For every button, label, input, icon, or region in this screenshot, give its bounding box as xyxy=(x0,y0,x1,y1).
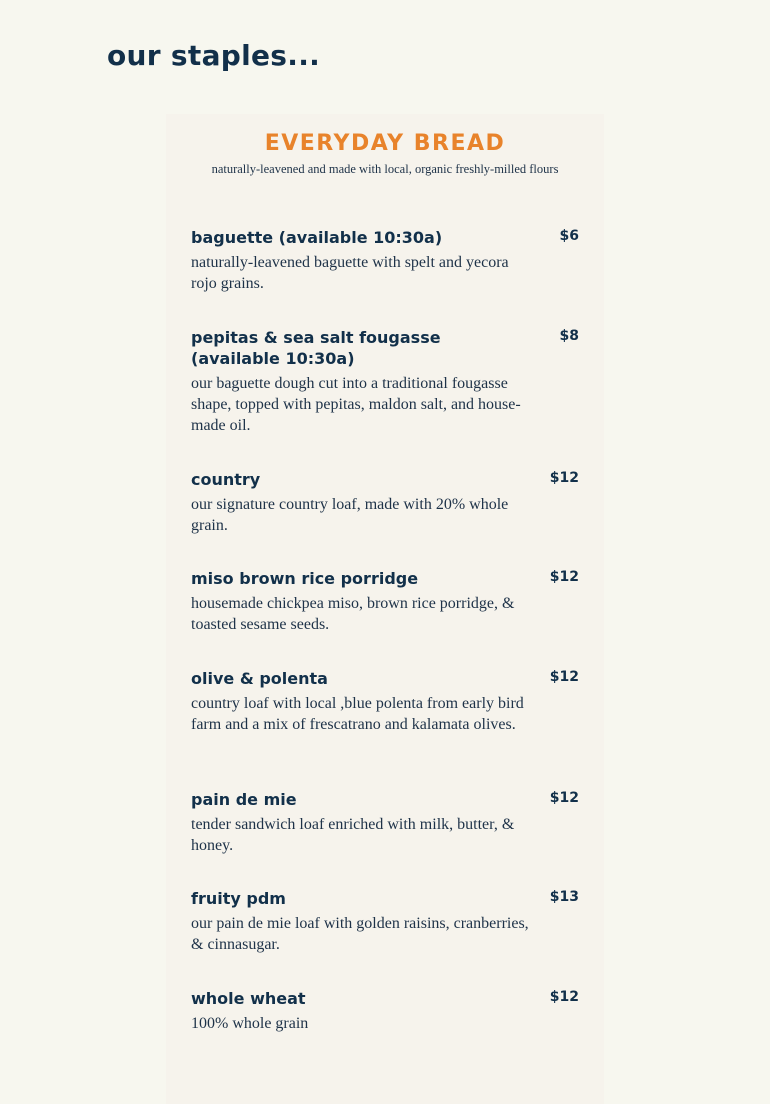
item-price: $12 xyxy=(549,989,579,1005)
menu-item-fougasse xyxy=(191,327,581,436)
item-name: pepitas & sea salt fougasse (available 10:30a) xyxy=(191,328,441,368)
item-description: our signature country loaf, made with 20% whole grain. xyxy=(191,496,509,534)
item-price: $12 xyxy=(549,790,579,806)
menu-item-pain-de-mie xyxy=(191,789,581,856)
menu-item-olive-polenta xyxy=(191,668,581,735)
item-name: fruity pdm xyxy=(191,889,286,908)
item-price: $12 xyxy=(549,669,579,685)
item-name: miso brown rice porridge xyxy=(191,569,419,588)
item-price: $6 xyxy=(559,228,579,244)
item-description: naturally-leavened baguette with spelt and yecora rojo grains. xyxy=(191,254,509,292)
item-description: tender sandwich loaf enriched with milk, butter, & honey. xyxy=(191,816,515,854)
item-name: baguette (available 10:30a) xyxy=(191,228,443,247)
section-title: EVERYDAY BREAD xyxy=(264,131,506,156)
item-name: whole wheat xyxy=(191,989,306,1008)
item-description: country loaf with local ,blue polenta from early bird farm and a mix of frescatrano and kalamata olives. xyxy=(191,695,524,733)
menu-item-fruity-pdm xyxy=(191,888,581,955)
item-name: olive & polenta xyxy=(191,669,328,688)
item-price: $12 xyxy=(549,470,579,486)
menu-item-whole-wheat xyxy=(191,988,581,1034)
item-price: $13 xyxy=(549,889,579,905)
page-heading: our staples... xyxy=(107,39,321,72)
item-name: pain de mie xyxy=(191,790,297,809)
item-price: $12 xyxy=(549,569,579,585)
item-name: country xyxy=(191,470,261,489)
item-price: $8 xyxy=(559,328,579,344)
item-description: 100% whole grain xyxy=(191,1015,309,1032)
menu-item-miso-brown-rice xyxy=(191,568,581,635)
section-subtitle: naturally-leavened and made with local, organic freshly-milled flours xyxy=(211,162,559,176)
item-description: housemade chickpea miso, brown rice porridge, & toasted sesame seeds. xyxy=(191,595,515,633)
item-description: our pain de mie loaf with golden raisins, cranberries, & cinnasugar. xyxy=(191,915,529,953)
menu-item-baguette xyxy=(191,227,581,294)
menu-item-country xyxy=(191,469,581,536)
item-description: our baguette dough cut into a traditional fougasse shape, topped with pepitas, maldon salt, and house-made oil. xyxy=(191,375,521,434)
